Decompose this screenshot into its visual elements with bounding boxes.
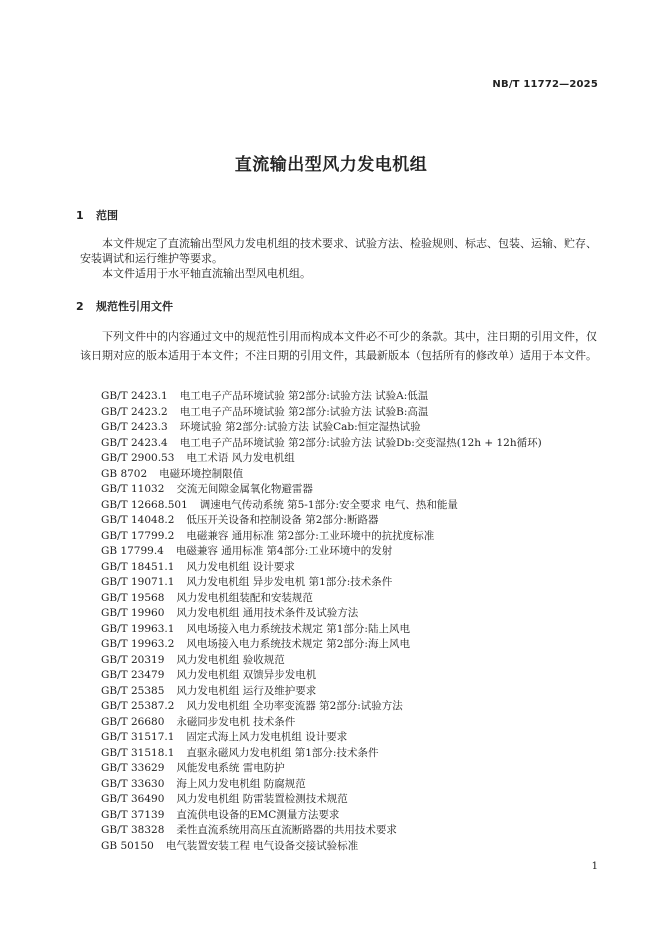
reference-item xyxy=(101,808,542,824)
reference-title: 风力发电机组 设计要求 xyxy=(186,560,295,573)
reference-list xyxy=(101,389,542,854)
reference-code: GB/T 19963.2 xyxy=(101,638,175,650)
reference-title: 风力发电机组 验收规范 xyxy=(176,653,285,666)
document-code: NB/T 11772—2025 xyxy=(492,79,598,90)
reference-code: GB 50150 xyxy=(101,839,154,852)
section-1-heading xyxy=(76,207,118,223)
reference-title: 风力发电机组 通用技术条件及试验方法 xyxy=(176,607,359,619)
reference-code: GB/T 33630 xyxy=(101,777,165,790)
reference-title: 风力发电机组 运行及维护要求 xyxy=(176,684,317,697)
reference-code: GB/T 14048.2 xyxy=(101,514,175,526)
reference-code: GB/T 17799.2 xyxy=(101,529,175,542)
reference-item xyxy=(101,684,542,700)
reference-item xyxy=(101,823,542,839)
reference-item xyxy=(101,746,542,762)
reference-item xyxy=(101,560,542,576)
reference-item xyxy=(101,761,542,777)
reference-item xyxy=(101,730,542,746)
reference-code: GB/T 25387.2 xyxy=(101,700,175,712)
section-1-number: 1 xyxy=(76,209,84,222)
reference-item xyxy=(101,653,542,669)
reference-title: 永磁同步发电机 技术条件 xyxy=(176,715,296,728)
reference-title: 海上风力发电机组 防腐规范 xyxy=(176,777,306,790)
reference-title: 风力发电机组 全功率变流器 第2部分:试验方法 xyxy=(186,700,403,712)
reference-item xyxy=(101,498,542,514)
reference-title: 风力发电机组装配和安装规范 xyxy=(176,591,313,604)
scope-paragraph-2: 本文件适用于水平轴直流输出型风电机组。 xyxy=(102,267,311,280)
reference-item xyxy=(101,420,542,436)
section-1-title: 范围 xyxy=(96,209,118,222)
reference-code: GB/T 26680 xyxy=(101,715,165,728)
page-number: 1 xyxy=(591,861,598,872)
reference-item xyxy=(101,637,542,653)
reference-title: 电磁兼容 通用标准 第4部分:工业环境中的发射 xyxy=(175,545,393,557)
reference-code: GB/T 31517.1 xyxy=(101,731,175,743)
reference-title: 电工电子产品环境试验 第2部分:试验方法 试验Db:交变湿热(12h + 12h循环) xyxy=(179,436,542,449)
reference-code: GB/T 2423.2 xyxy=(101,405,168,418)
reference-code: GB/T 19071.1 xyxy=(101,576,175,588)
reference-item xyxy=(101,668,542,684)
reference-code: GB/T 2423.4 xyxy=(101,436,168,449)
reference-item xyxy=(101,389,542,405)
reference-code: GB/T 31518.1 xyxy=(101,746,175,759)
reference-code: GB/T 2900.53 xyxy=(101,452,175,464)
reference-title: 风力发电机组 异步发电机 第1部分:技术条件 xyxy=(186,576,393,588)
reference-code: GB/T 2423.1 xyxy=(101,390,168,402)
reference-item xyxy=(101,436,542,452)
reference-item xyxy=(101,715,542,731)
reference-title: 风电场接入电力系统技术规定 第1部分:陆上风电 xyxy=(186,622,410,635)
section-2-number: 2 xyxy=(76,300,84,313)
reference-code: GB/T 36490 xyxy=(101,793,165,805)
reference-title: 直驱永磁风力发电机组 第1部分:技术条件 xyxy=(186,746,379,759)
reference-title: 电磁兼容 通用标准 第2部分:工业环境中的抗扰度标准 xyxy=(186,529,435,542)
reference-item xyxy=(101,606,542,622)
reference-code: GB/T 18451.1 xyxy=(101,560,175,573)
reference-code: GB/T 11032 xyxy=(101,483,165,495)
reference-title: 柔性直流系统用高压直流断路器的共用技术要求 xyxy=(176,824,397,836)
reference-item xyxy=(101,699,542,715)
reference-title: 风力发电机组 防雷装置检测技术规范 xyxy=(176,793,348,805)
references-intro: 下列文件中的内容通过文中的规范性引用而构成本文件必不可少的条款。其中，注日期的引用文件，仅该日期对应的版本适用于本文件；不注日期的引用文件，其最新版本（包括所有的修改单）适用于本文件。 xyxy=(80,330,597,362)
reference-title: 低压开关设备和控制设备 第2部分:断路器 xyxy=(186,514,379,526)
reference-title: 固定式海上风力发电机组 设计要求 xyxy=(186,731,348,743)
reference-item xyxy=(101,622,542,638)
reference-code: GB/T 19960 xyxy=(101,607,165,619)
reference-code: GB/T 37139 xyxy=(101,808,165,821)
reference-title: 电工电子产品环境试验 第2部分:试验方法 试验B:高温 xyxy=(179,405,429,418)
reference-code: GB/T 23479 xyxy=(101,669,165,681)
reference-title: 风电场接入电力系统技术规定 第2部分:海上风电 xyxy=(186,638,410,650)
reference-title: 电工电子产品环境试验 第2部分:试验方法 试验A:低温 xyxy=(179,390,429,402)
reference-title: 调速电气传动系统 第5-1部分:安全要求 电气、热和能量 xyxy=(199,498,458,511)
reference-code: GB/T 20319 xyxy=(101,653,165,666)
section-2-heading xyxy=(76,298,173,314)
reference-code: GB/T 19963.1 xyxy=(101,622,175,635)
reference-item xyxy=(101,777,542,793)
reference-title: 电磁环境控制限值 xyxy=(159,467,244,480)
page-title: 直流输出型风力发电机组 xyxy=(234,155,428,175)
reference-item xyxy=(101,451,542,467)
reference-item xyxy=(101,405,542,421)
reference-title: 风能发电系统 雷电防护 xyxy=(176,762,285,774)
reference-code: GB/T 33629 xyxy=(101,762,165,774)
section-2-title: 规范性引用文件 xyxy=(96,300,173,313)
reference-item xyxy=(101,591,542,607)
reference-code: GB/T 25385 xyxy=(101,684,165,697)
reference-item xyxy=(101,513,542,529)
reference-code: GB/T 12668.501 xyxy=(101,498,188,511)
reference-title: 风力发电机组 双馈异步发电机 xyxy=(176,669,317,681)
reference-title: 交流无间隙金属氧化物避雷器 xyxy=(176,483,313,495)
reference-item xyxy=(101,467,542,483)
reference-code: GB/T 38328 xyxy=(101,824,165,836)
reference-item xyxy=(101,839,542,855)
reference-title: 环境试验 第2部分:试验方法 试验Cab:恒定湿热试验 xyxy=(179,421,421,433)
reference-code: GB 17799.4 xyxy=(101,545,164,557)
reference-title: 电工术语 风力发电机组 xyxy=(186,452,295,464)
reference-title: 电气装置安装工程 电气设备交接试验标准 xyxy=(165,839,359,852)
reference-code: GB/T 19568 xyxy=(101,591,165,604)
scope-paragraph-1: 本文件规定了直流输出型风力发电机组的技术要求、试验方法、检验规则、标志、包装、运输、贮存、安装调试和运行维护等要求。 xyxy=(80,237,597,265)
reference-item xyxy=(101,544,542,560)
reference-title: 直流供电设备的EMC测量方法要求 xyxy=(176,808,340,821)
reference-code: GB 8702 xyxy=(101,467,148,480)
reference-item xyxy=(101,529,542,545)
reference-item xyxy=(101,575,542,591)
reference-code: GB/T 2423.3 xyxy=(101,421,168,433)
reference-item xyxy=(101,482,542,498)
reference-item xyxy=(101,792,542,808)
